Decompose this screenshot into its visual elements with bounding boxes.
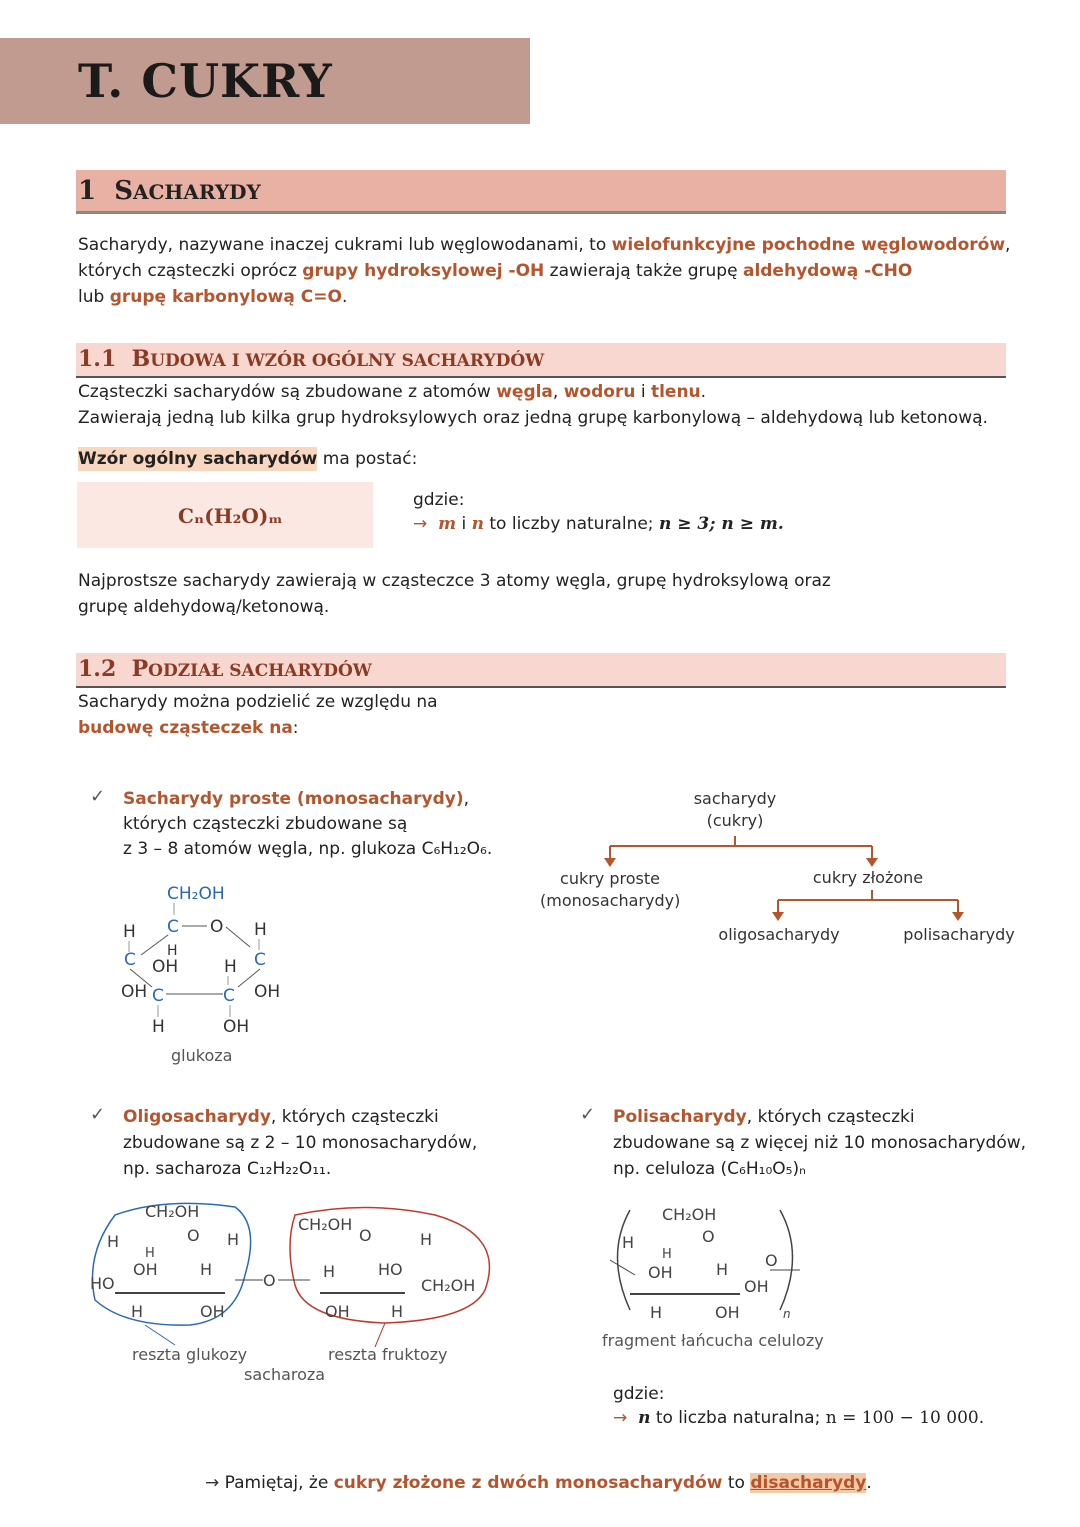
subsection-number: 1.2	[78, 656, 117, 682]
intro-text: Sacharydy, nazywane inaczej cukrami lub węglowodanami, to	[78, 235, 612, 255]
arrow-icon: →	[413, 514, 428, 534]
text: zbudowane są z więcej niż 10 monosacharydów,	[613, 1133, 1027, 1153]
text: , których cząsteczki	[270, 1107, 439, 1127]
svg-text:OH: OH	[715, 1303, 740, 1322]
svg-text:H: H	[200, 1260, 213, 1279]
note-term: disacharydy	[750, 1473, 867, 1493]
text: Zawierają jedną lub kilka grup hydroksylowych oraz jedną grupę karbonylową – aldehydową lub ketonową.	[78, 408, 988, 428]
svg-text:H: H	[716, 1260, 729, 1279]
svg-text:OH: OH	[200, 1302, 225, 1321]
formula-intro	[78, 446, 417, 472]
subsection-number: 1.1	[78, 346, 117, 372]
cellulose-caption: fragment łańcucha celulozy	[602, 1331, 824, 1350]
section-title-initial: S	[114, 176, 133, 206]
text: np. sacharoza C₁₂H₂₂O₁₁.	[123, 1159, 332, 1179]
intro-text: których cząsteczki oprócz	[78, 261, 303, 281]
intro-highlight: wielofunkcyjne pochodne węglowodorów	[611, 235, 1006, 255]
svg-text:C: C	[152, 986, 164, 1006]
element-carbon: węgla	[496, 382, 553, 402]
svg-text:O: O	[187, 1226, 200, 1245]
svg-text:H: H	[420, 1230, 433, 1249]
svg-text:H: H	[622, 1233, 635, 1252]
svg-text:H: H	[254, 920, 267, 940]
section-title-rest: ACHARYDY	[132, 180, 261, 204]
text: :	[292, 718, 299, 738]
text: Sacharydy można podzielić ze względu na	[78, 692, 438, 712]
poly-description	[613, 1104, 1026, 1182]
tree-node-label: cukry proste	[560, 869, 660, 888]
highlight: budowę cząsteczek na	[78, 718, 293, 738]
svg-text:H: H	[167, 943, 178, 959]
svg-text:H: H	[131, 1302, 144, 1321]
glucose-caption: glukoza	[171, 1046, 233, 1065]
svg-text:CH₂OH: CH₂OH	[298, 1215, 353, 1234]
where-label: gdzie:	[413, 490, 465, 510]
svg-text:C: C	[223, 986, 235, 1006]
intro-highlight: grupy hydroksylowej -OH	[302, 261, 545, 281]
text: , których cząsteczki	[746, 1107, 915, 1127]
subsection-title-rest: ODZIAŁ SACHARYDÓW	[148, 661, 372, 681]
formula-condition	[413, 514, 784, 534]
svg-text:O: O	[359, 1226, 372, 1245]
section-number: 1	[78, 176, 97, 206]
tree-root	[675, 788, 795, 832]
poly-title: Polisacharydy	[613, 1107, 747, 1127]
text: Cząsteczki sacharydów są zbudowane z atomów	[78, 382, 497, 402]
text: i	[456, 514, 472, 534]
subsection-title	[78, 346, 544, 372]
glucose-structure	[110, 875, 310, 1065]
text: to	[722, 1473, 751, 1493]
svg-text:OH: OH	[152, 957, 179, 977]
cellulose-structure	[600, 1200, 820, 1330]
svg-text:O: O	[702, 1227, 715, 1246]
text: Najprostsze sacharydy zawierają w cząsteczce 3 atomy węgla, grupę hydroksylową oraz	[78, 571, 831, 591]
intro-text: ,	[1005, 235, 1011, 255]
svg-text:O: O	[765, 1251, 778, 1270]
math-var: m	[438, 514, 457, 534]
intro-highlight: aldehydową -CHO	[742, 261, 913, 281]
svg-text:H: H	[391, 1302, 404, 1321]
element-oxygen: tlenu	[650, 382, 701, 402]
tree-root-sublabel: (cukry)	[706, 811, 764, 830]
simplest-paragraph	[78, 568, 831, 620]
intro-text: .	[341, 287, 348, 307]
svg-text:H: H	[662, 1247, 672, 1262]
text: np. celuloza (C₆H₁₀O₅)ₙ	[613, 1159, 806, 1179]
svg-text:H: H	[224, 957, 237, 977]
oligo-description	[123, 1104, 477, 1182]
svg-text:H: H	[107, 1232, 120, 1251]
svg-text:CH₂OH: CH₂OH	[167, 884, 225, 904]
division-paragraph	[78, 689, 438, 741]
math-condition: n ≥ 3; n ≥ m.	[658, 514, 784, 534]
svg-text:n: n	[783, 1307, 791, 1321]
note-line	[205, 1473, 872, 1493]
svg-text:CH₂OH: CH₂OH	[662, 1205, 717, 1224]
fructose-residue-caption: reszta fruktozy	[328, 1345, 448, 1364]
intro-paragraph	[78, 232, 1010, 310]
mono-description	[123, 787, 492, 862]
text: ,	[463, 789, 470, 809]
element-hydrogen: wodoru	[563, 382, 636, 402]
svg-text:O: O	[263, 1271, 276, 1290]
sucrose-structure	[85, 1195, 505, 1355]
math-var: n	[471, 514, 484, 534]
text: zbudowane są z 2 – 10 monosacharydów,	[123, 1133, 478, 1153]
mono-title: Sacharydy proste (monosacharydy)	[123, 789, 464, 809]
svg-text:H: H	[145, 1246, 155, 1261]
formula-intro-highlight: Wzór ogólny sacharydów	[78, 449, 318, 469]
subsection-title-initial: B	[131, 346, 151, 372]
subsection-title-rest: UDOWA I WZÓR OGÓLNY SACHARYDÓW	[150, 351, 545, 371]
text: grupę aldehydową/ketonową.	[78, 597, 330, 617]
tree-root-label: sacharydy	[693, 789, 777, 808]
text: to liczba naturalna;	[650, 1408, 826, 1428]
text: .	[866, 1473, 872, 1493]
note-highlight: cukry złożone z dwóch monosacharydów	[333, 1473, 723, 1493]
math-var: n	[638, 1408, 651, 1428]
svg-text:OH: OH	[223, 1017, 250, 1037]
text: to liczby naturalne;	[483, 514, 659, 534]
text: z 3 – 8 atomów węgla, np. glukoza C₆H₁₂O₆.	[123, 839, 493, 859]
svg-text:H: H	[152, 1017, 165, 1037]
composition-paragraph	[78, 379, 988, 431]
page-title: T. CUKRY	[78, 54, 333, 108]
svg-text:H: H	[123, 922, 136, 942]
svg-text:OH: OH	[744, 1277, 769, 1296]
text: ma postać:	[317, 449, 418, 469]
poly-condition	[613, 1408, 984, 1428]
intro-text: zawierają także grupę	[544, 261, 743, 281]
math-condition: n = 100 − 10 000.	[825, 1408, 985, 1428]
text: Pamiętaj, że	[219, 1473, 334, 1493]
svg-text:H: H	[227, 1230, 240, 1249]
svg-text:O: O	[210, 917, 224, 937]
svg-text:CH₂OH: CH₂OH	[145, 1202, 200, 1221]
intro-text: lub	[78, 287, 110, 307]
svg-text:C: C	[167, 917, 179, 937]
subsection-title-initial: P	[131, 656, 149, 682]
tree-node-complex: cukry złożone	[812, 868, 924, 887]
intro-highlight: grupę karbonylową C=O	[109, 287, 342, 307]
svg-text:OH: OH	[648, 1263, 673, 1282]
svg-text:OH: OH	[133, 1260, 158, 1279]
svg-text:HO: HO	[378, 1260, 403, 1279]
svg-text:OH: OH	[254, 982, 281, 1002]
tree-node-simple	[540, 868, 680, 912]
tree-node-poly: polisacharydy	[903, 925, 1015, 944]
tree-node-oligo: oligosacharydy	[718, 925, 840, 944]
text: i	[635, 382, 651, 402]
glucose-residue-caption: reszta glukozy	[132, 1345, 248, 1364]
section-title	[78, 176, 261, 206]
text: których cząsteczki zbudowane są	[123, 814, 408, 834]
svg-text:C: C	[254, 950, 266, 970]
general-formula: Cₙ(H₂O)ₘ	[178, 504, 283, 528]
svg-text:OH: OH	[121, 982, 148, 1002]
subsection-title	[78, 656, 372, 682]
svg-text:H: H	[650, 1303, 663, 1322]
svg-text:H: H	[323, 1262, 336, 1281]
where-label: gdzie:	[613, 1384, 665, 1404]
arrow-icon: →	[205, 1473, 220, 1493]
svg-text:CH₂OH: CH₂OH	[421, 1276, 476, 1295]
text: .	[700, 382, 707, 402]
svg-text:OH: OH	[325, 1302, 350, 1321]
oligo-title: Oligosacharydy	[123, 1107, 271, 1127]
svg-text:C: C	[124, 950, 136, 970]
svg-text:HO: HO	[90, 1274, 115, 1293]
arrow-icon: →	[613, 1408, 628, 1428]
check-icon: ✓	[580, 1104, 596, 1125]
sucrose-caption: sacharoza	[244, 1365, 326, 1384]
tree-node-sublabel: (monosacharydy)	[540, 891, 681, 910]
check-icon: ✓	[90, 1104, 106, 1125]
check-icon: ✓	[90, 786, 106, 807]
text: ,	[552, 382, 564, 402]
